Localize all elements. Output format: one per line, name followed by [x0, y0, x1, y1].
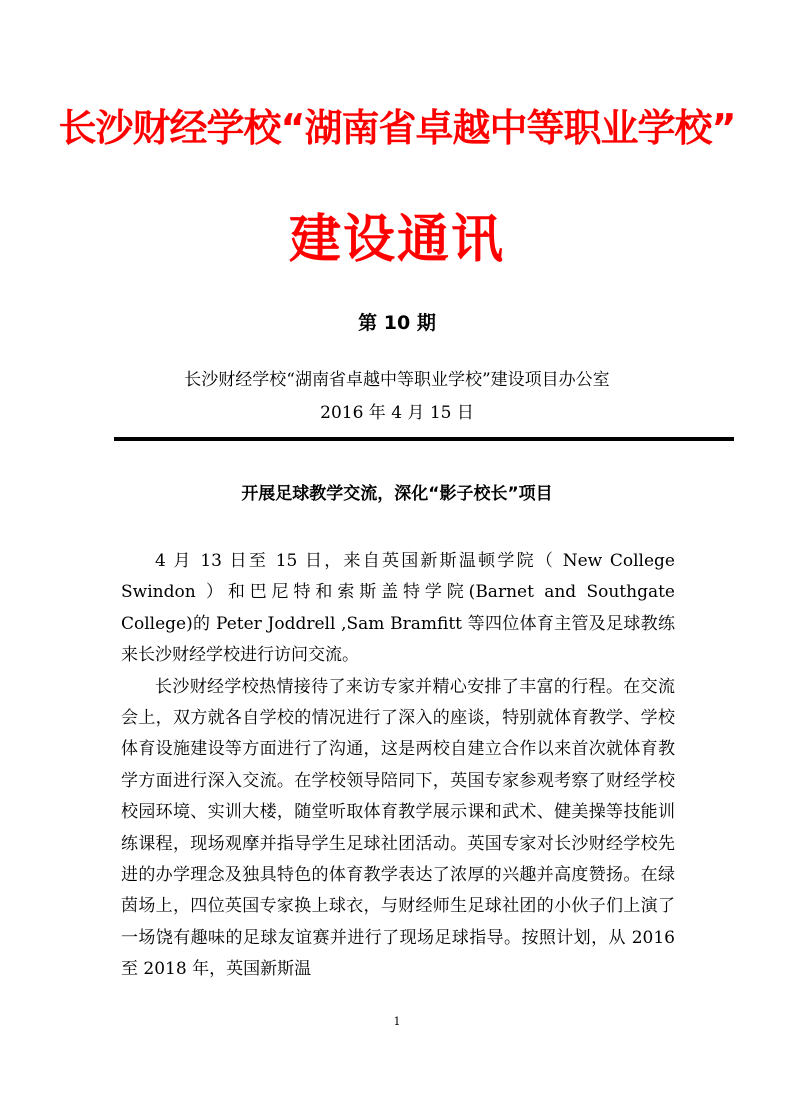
publisher-office: 长沙财经学校“湖南省卓越中等职业学校”建设项目办公室: [184, 370, 610, 390]
article-paragraph: 长沙财经学校热情接待了来访专家并精心安排了丰富的行程。在交流会上，双方就各自学校的情况进行了深入的座谈，特别就体育教学、学校体育设施建设等方面进行了沟通，这是两校自建立合作以来首次就体育教学方面进行深入交流。在学校领导陪同下，英国专家参观考察了财经学校校园环境、实训大楼，随堂听取体育教学展示课和武术、健美操等技能训练课程，现场观摩并指导学生足球社团活动。英国专家对长沙财经学校先进的办学理念及独具特色的体育教学表达了浓厚的兴趣并高度赞扬。在绿茵场上，四位英国专家换上球衣，与财经师生足球社团的小伙子们上演了一场饶有趣味的足球友谊赛并进行了现场足球指导。按照计划，从 2016 至 2018 年，英国新斯温: [121, 676, 675, 980]
header-divider: [114, 437, 734, 441]
masthead-title: 长沙财经学校“湖南省卓越中等职业学校”: [58, 106, 736, 150]
article-paragraph: 4 月 13 日至 15 日，来自英国新斯温顿学院（ New College Swindon ）和巴尼特和索斯盖特学院(Barnet and Southgate College)的 Peter Joddrell ,Sam Bramfitt 等四位体育主管及足球教练来长沙财经学校进行访问交流。: [121, 551, 675, 666]
article-title: 开展足球教学交流，深化“影子校长”项目: [241, 484, 553, 504]
publish-date: 2016 年 4 月 15 日: [320, 403, 474, 423]
article-body: [121, 546, 675, 986]
masthead-subtitle: 建设通讯: [288, 210, 505, 270]
issue-number: 第 10 期: [358, 312, 436, 334]
page-number: 1: [393, 1015, 401, 1028]
